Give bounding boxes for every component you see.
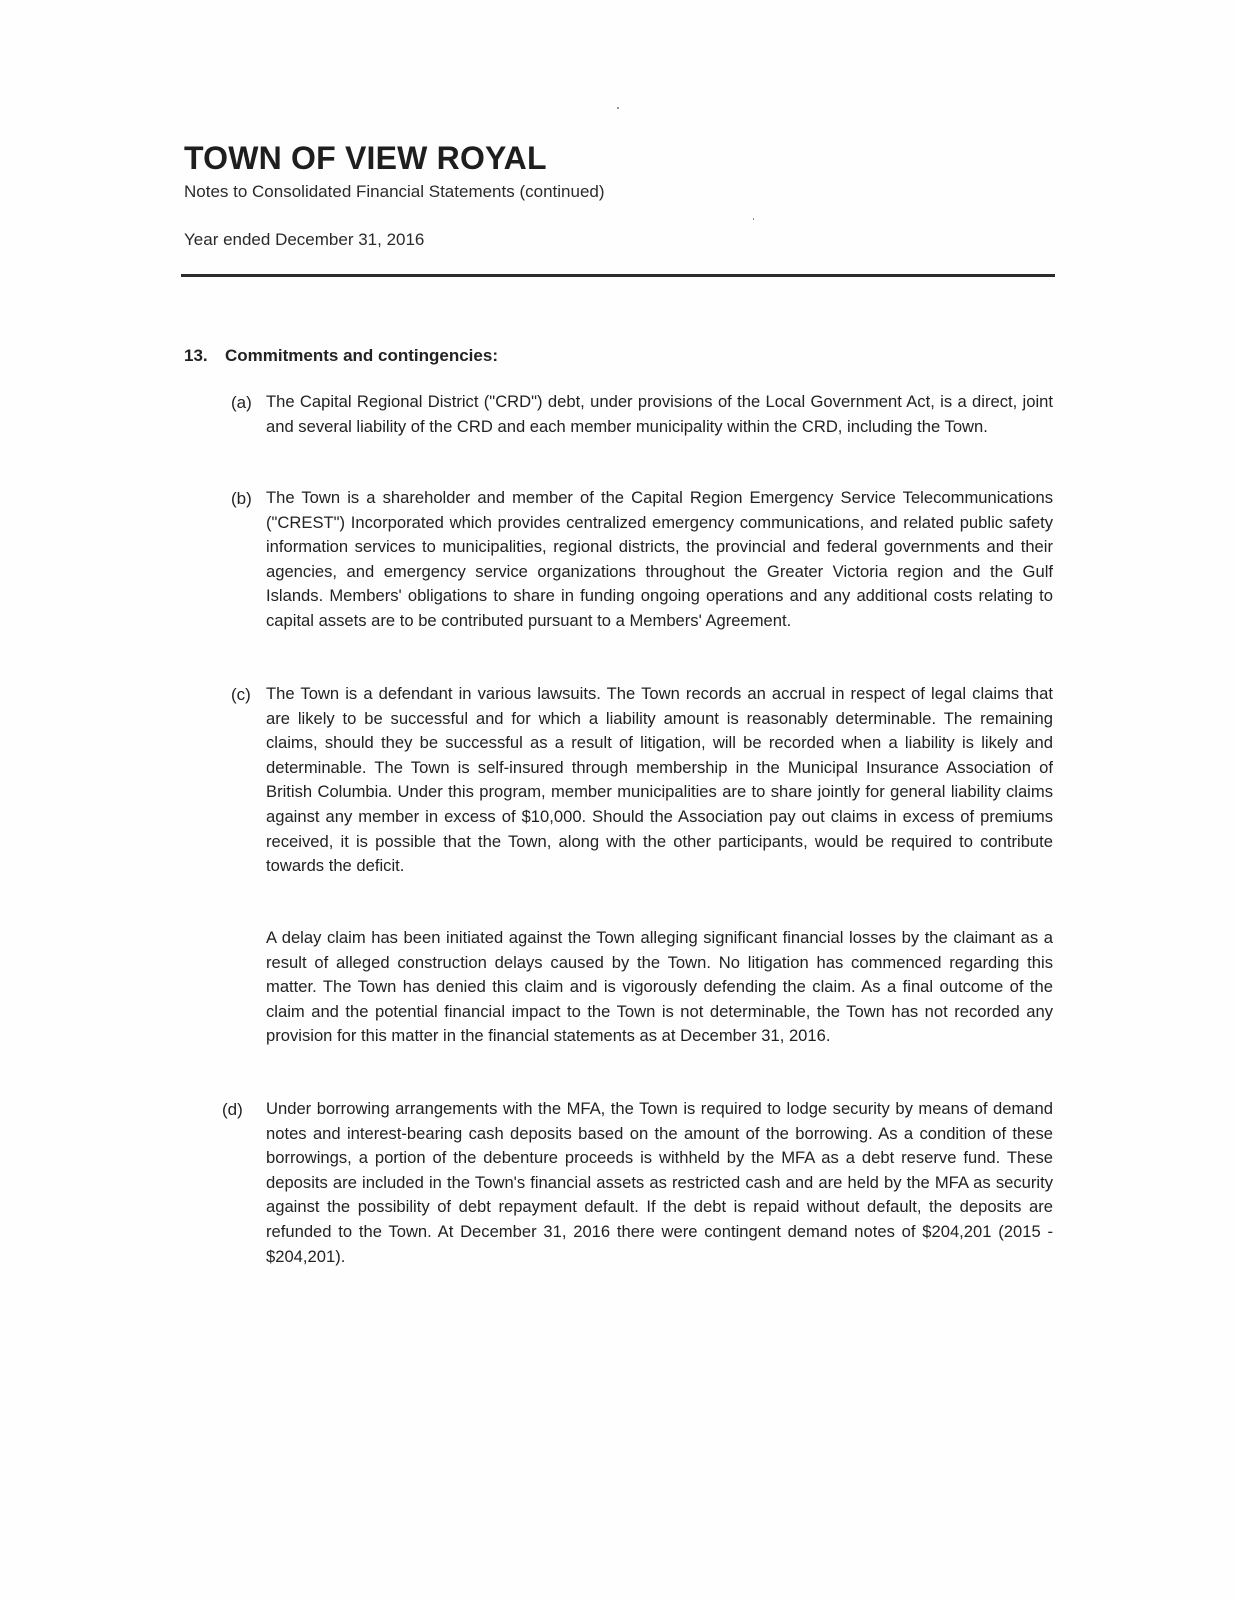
document-title: TOWN OF VIEW ROYAL	[184, 140, 547, 176]
document-subtitle: Notes to Consolidated Financial Statements (continued)	[184, 182, 605, 201]
header-divider	[181, 274, 1055, 277]
item-paragraph: Under borrowing arrangements with the MFA, the Town is required to lodge security by means of demand notes and interest-bearing cash deposits based on the amount of the borrowing. As a condition of these borrowings, a portion of the debenture proceeds is withheld by the MFA as a debt reserve fund. These deposits are included in the Town's financial assets as restricted cash and are held by the MFA as security against the possibility of debt repayment default. If the debt is repaid without default, the deposits are refunded to the Town. At December 31, 2016 there were contingent demand notes of $204,201 (2015 - $204,201).	[266, 1099, 1053, 1266]
item-paragraph: The Town is a defendant in various lawsuits. The Town records an accrual in respect of legal claims that are likely to be successful and for which a liability amount is reasonably determinable. The remaining claims, should they be successful as a result of litigation, will be recorded when a liability is likely and determinable. The Town is self-insured through membership in the Municipal Insurance Association of British Columbia. Under this program, member municipalities are to share jointly for general liability claims against any member in excess of $10,000. Should the Association pay out claims in excess of premiums received, it is possible that the Town, along with the other participants, would be required to contribute towards the deficit.	[266, 684, 1053, 876]
item-label: (c)	[231, 685, 251, 704]
item-label: (b)	[231, 489, 252, 508]
reporting-period: Year ended December 31, 2016	[184, 230, 425, 249]
scan-speck	[617, 107, 619, 109]
item-paragraph: The Town is a shareholder and member of the Capital Region Emergency Service Telecommunications ("CREST") Incorporated which provides centralized emergency communications, and related public safety information services to municipalities, regional districts, the provincial and federal governments and their agencies, and emergency service organizations throughout the Greater Victoria region and the Gulf Islands. Members' obligations to share in funding ongoing operations and any additional costs relating to capital assets are to be contributed pursuant to a Members' Agreement.	[266, 488, 1053, 630]
item-continuation-paragraph: A delay claim has been initiated against the Town alleging significant financial losses by the claimant as a result of alleged construction delays caused by the Town. No litigation has commenced regarding this matter. The Town has denied this claim and is vigorously defending the claim. As a final outcome of the claim and the potential financial impact to the Town is not determinable, the Town has not recorded any provision for this matter in the financial statements as at December 31, 2016.	[266, 928, 1053, 1046]
section-title: Commitments and contingencies:	[225, 346, 498, 365]
section-heading	[184, 345, 498, 367]
item-paragraph: The Capital Regional District ("CRD") debt, under provisions of the Local Government Act, is a direct, joint and several liability of the CRD and each member municipality within the CRD, including the Town.	[266, 392, 1053, 436]
item-label: (a)	[231, 393, 252, 412]
item-label: (d)	[222, 1100, 243, 1119]
section-number: 13.	[184, 346, 208, 365]
scan-speck	[753, 218, 754, 220]
